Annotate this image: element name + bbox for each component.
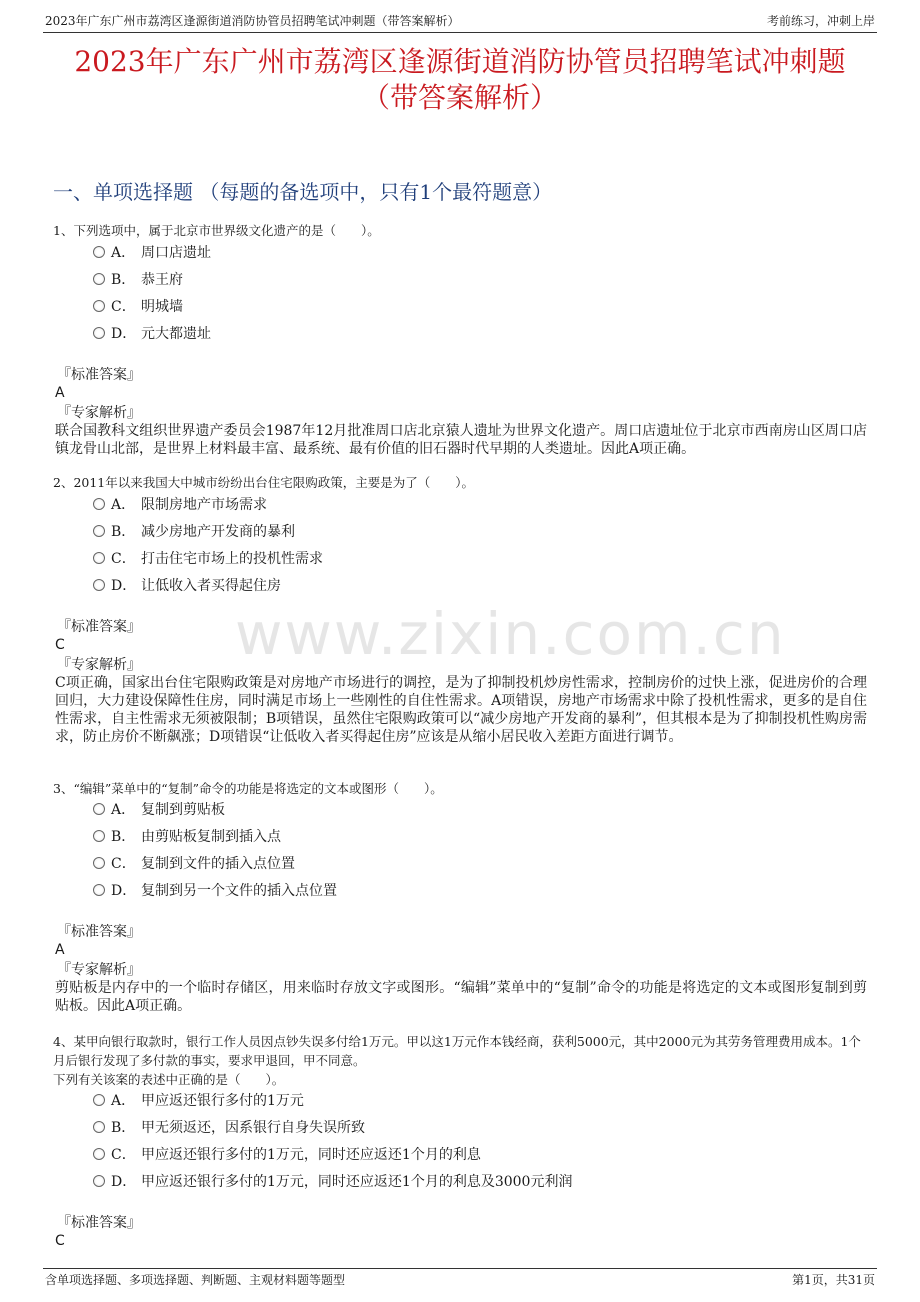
answer-label: 『标准答案』 [57,619,141,635]
answer-label: 『标准答案』 [57,1215,141,1231]
radio-icon[interactable] [93,1121,105,1133]
radio-icon[interactable] [93,552,105,564]
option-2b[interactable]: B． 减少房地产开发商的暴利 [93,522,295,542]
answer-label: 『标准答案』 [57,367,141,383]
footer-question-types: 含单项选择题、多项选择题、判断题、主观材料题等题型 [45,1273,346,1287]
radio-icon[interactable] [93,803,105,815]
radio-icon[interactable] [93,525,105,537]
section-title: 一、单项选择题 （每题的备选项中，只有1个最符题意） [53,180,553,204]
option-3c[interactable]: C． 复制到文件的插入点位置 [93,854,295,874]
option-2c[interactable]: C． 打击住宅市场上的投机性需求 [93,549,323,569]
analysis-3: 剪贴板是内存中的一个临时存储区，用来临时存放文字或图形。“编辑”菜单中的“复制”命令的功能是将选定的文本或图形复制到剪贴板。因此A项正确。 [55,980,867,1014]
radio-icon[interactable] [93,1148,105,1160]
option-3d[interactable]: D． 复制到另一个文件的插入点位置 [93,881,337,901]
question-3-stem: 3、“编辑”菜单中的“复制”命令的功能是将选定的文本或图形（ ）。 [53,781,443,796]
option-4a[interactable]: A． 甲应返还银行多付的1万元 [93,1091,304,1111]
answer-3: A [55,942,65,958]
question-4-stem: 4、某甲向银行取款时，银行工作人员因点钞失误多付给1万元。甲以这1万元作本钱经商，获利5000元，其中2000元为其劳务管理费用成本。1个月后银行发现了多付款的事实，要求甲退回，甲不同意。 [53,1034,861,1068]
radio-icon[interactable] [93,1175,105,1187]
answer-1: A [55,385,65,401]
header-slogan: 考前练习，冲刺上岸 [766,14,875,28]
radio-icon[interactable] [93,273,105,285]
radio-icon[interactable] [93,884,105,896]
radio-icon[interactable] [93,579,105,591]
answer-label: 『标准答案』 [57,924,141,940]
answer-4: C [55,1233,65,1249]
radio-icon[interactable] [93,1094,105,1106]
option-1c[interactable]: C． 明城墙 [93,297,183,317]
option-2a[interactable]: A． 限制房地产市场需求 [93,495,267,515]
analysis-1: 联合国教科文组织世界遗产委员会1987年12月批准周口店北京猿人遗址为世界文化遗产。周口店遗址位于北京市西南房山区周口店镇龙骨山北部，是世界上材料最丰富、最系统、最有价值的旧石器时代早期的人类遗址。因此A项正确。 [55,423,867,457]
page-title [30,44,890,116]
option-4b[interactable]: B． 甲无须返还，因系银行自身失误所致 [93,1118,365,1138]
page-number: 第1页，共31页 [792,1273,875,1287]
radio-icon[interactable] [93,857,105,869]
watermark: www.zixin.com.cn [235,600,786,668]
radio-icon[interactable] [93,830,105,842]
analysis-label: 『专家解析』 [57,405,141,421]
radio-icon[interactable] [93,327,105,339]
question-4-prompt: 下列有关该案的表述中正确的是（ ）。 [53,1072,285,1087]
option-3b[interactable]: B． 由剪贴板复制到插入点 [93,827,281,847]
option-4d[interactable]: D． 甲应返还银行多付的1万元，同时还应返还1个月的利息及3000元利润 [93,1172,572,1192]
option-1d[interactable]: D． 元大都遗址 [93,324,211,344]
title-line-2: （带答案解析） [361,81,558,114]
analysis-2: C项正确，国家出台住宅限购政策是对房地产市场进行的调控，是为了抑制投机炒房性需求，控制房价的过快上涨，促进房价的合理回归，大力建设保障性住房，同时满足市场上一些刚性的自住性需求。A项错误，房地产市场需求中除了投机性需求，更多的是自住性需求，自主性需求无须被限制；B项错误，虽然住宅限购政策可以“减少房地产开发商的暴利”，但其根本是为了抑制投机性购房需求，防止房价不断飙涨；D项错误“让低收入者买得起住房”应该是从缩小居民收入差距方面进行调节。 [55,675,867,745]
option-2d[interactable]: D． 让低收入者买得起住房 [93,576,281,596]
option-4c[interactable]: C． 甲应返还银行多付的1万元，同时还应返还1个月的利息 [93,1145,481,1165]
analysis-label: 『专家解析』 [57,962,141,978]
radio-icon[interactable] [93,300,105,312]
radio-icon[interactable] [93,246,105,258]
option-1b[interactable]: B． 恭王府 [93,270,183,290]
radio-icon[interactable] [93,498,105,510]
option-3a[interactable]: A． 复制到剪贴板 [93,800,225,820]
title-line-1: 2023年广东广州市荔湾区逢源街道消防协管员招聘笔试冲刺题 [74,45,846,78]
option-1a[interactable]: A． 周口店遗址 [93,243,211,263]
question-2-stem: 2、2011年以来我国大中城市纷纷出台住宅限购政策，主要是为了（ ）。 [53,475,475,490]
answer-2: C [55,637,65,653]
header-doc-title: 2023年广东广州市荔湾区逢源街道消防协管员招聘笔试冲刺题（带答案解析） [45,14,460,28]
analysis-label: 『专家解析』 [57,657,141,673]
page-footer [43,1268,877,1289]
question-1-stem: 1、下列选项中，属于北京市世界级文化遗产的是（ ）。 [53,223,380,238]
page-header [43,10,877,33]
